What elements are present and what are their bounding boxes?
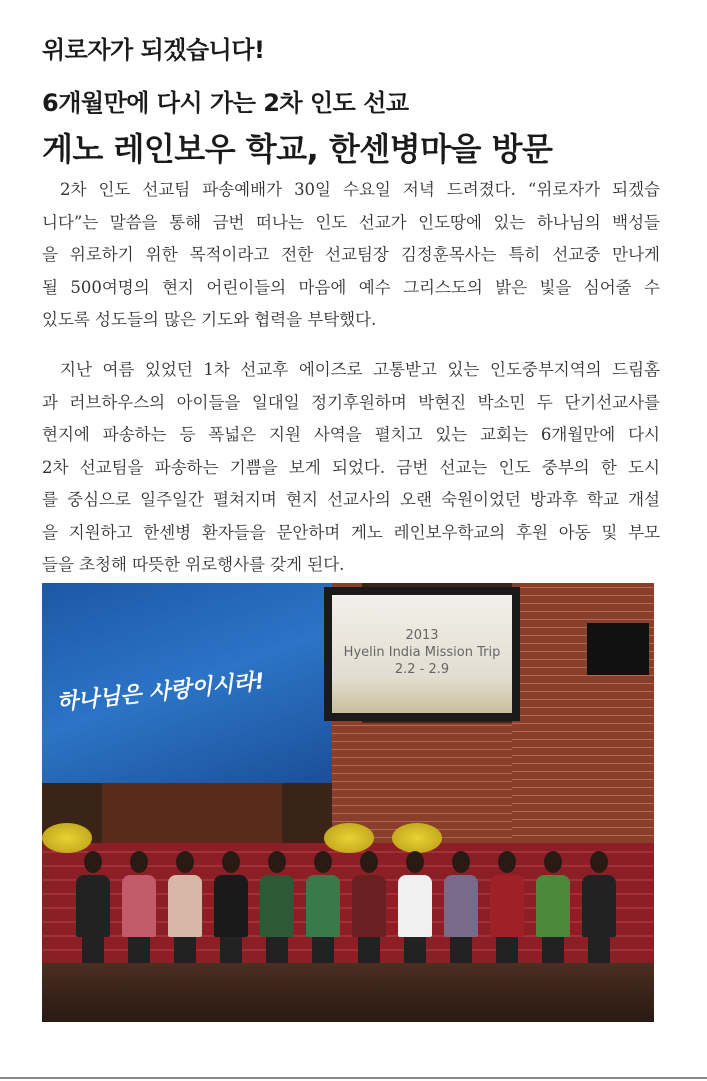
screen-year: 2013: [405, 628, 439, 643]
flowers: [324, 823, 374, 853]
page-bottom-rule: [0, 1077, 707, 1079]
team-member-figure: [122, 851, 156, 981]
team-member-figure: [398, 851, 432, 981]
team-member-figure: [352, 851, 386, 981]
church-banner: [42, 583, 332, 783]
projection-screen: [324, 587, 520, 721]
subtitle-line-2: 6개월만에 다시 가는 2차 인도 선교: [42, 89, 409, 117]
team-member-figure: [260, 851, 294, 981]
audience: [42, 963, 654, 1022]
text-line: 를 중심으로 일주일간 펼쳐지며 현지 선교사의 오랜 숙원이었던 방과후 학교 개설: [42, 490, 660, 509]
team-member-figure: [76, 851, 110, 981]
text-line: 될 500여명의 현지 어린이들의 마음에 예수 그리스도의 밝은 빛을 심어줄 수: [42, 277, 660, 297]
text-line: 을 위로하기 위한 목적이라고 전한 선교팀장 김정훈목사는 특히 선교중 만나게: [42, 245, 660, 264]
text-line: 들을 초청해 따뜻한 위로행사를 갖게 된다.: [42, 555, 345, 574]
team-member-figure: [168, 851, 202, 981]
team-member-figure: [490, 851, 524, 981]
screen-dates: 2.2 - 2.9: [394, 662, 450, 677]
text-line: 2차 선교팀을 파송하는 기쁨을 보게 되었다. 금번 선교는 인도 중부의 한 도시: [42, 457, 660, 477]
text-line: 현지에 파송하는 등 폭넓은 지원 사역을 펼치고 있는 교회는 6개월만에 다시: [42, 425, 660, 444]
team-member-figure: [214, 851, 248, 981]
text-line: 니다”는 말씀을 통해 금번 떠나는 인도 선교가 인도땅에 있는 하나님의 백성들: [42, 212, 660, 232]
headline: 게노 레인보우 학교, 한센병마을 방문: [42, 130, 553, 168]
text-line: 과 러브하우스의 아이들을 일대일 정기후원하며 박현진 박소민 두 단기선교사를: [42, 392, 660, 412]
paragraph-2: [42, 354, 660, 582]
flowers: [392, 823, 442, 853]
team-member-figure: [536, 851, 570, 981]
text-line: 2차 인도 선교팀 파송예배가 30일 수요일 저녁 드려졌다. “위로자가 되겠습: [60, 180, 660, 199]
speaker: [587, 623, 649, 675]
text-line: 있도록 성도들의 많은 기도와 협력을 부탁했다.: [42, 310, 377, 329]
subtitle-line-1: 위로자가 되겠습니다!: [42, 36, 265, 64]
text-line: 지난 여름 있었던 1차 선교후 에이즈로 고통받고 있는 인도중부지역의 드림홈: [60, 360, 660, 379]
flowers: [42, 823, 92, 853]
team-member-figure: [444, 851, 478, 981]
paragraph-1: [42, 174, 660, 337]
team-member-figure: [306, 851, 340, 981]
banner-text: 하나님은 사랑이시라!: [55, 669, 266, 716]
mission-team-photo: [42, 583, 654, 1022]
text-line: 을 지원하고 한센병 환자들을 문안하며 게노 레인보우학교의 후원 아동 및 부모: [42, 522, 660, 542]
team-member-figure: [582, 851, 616, 981]
screen-title: Hyelin India Mission Trip: [343, 645, 501, 660]
